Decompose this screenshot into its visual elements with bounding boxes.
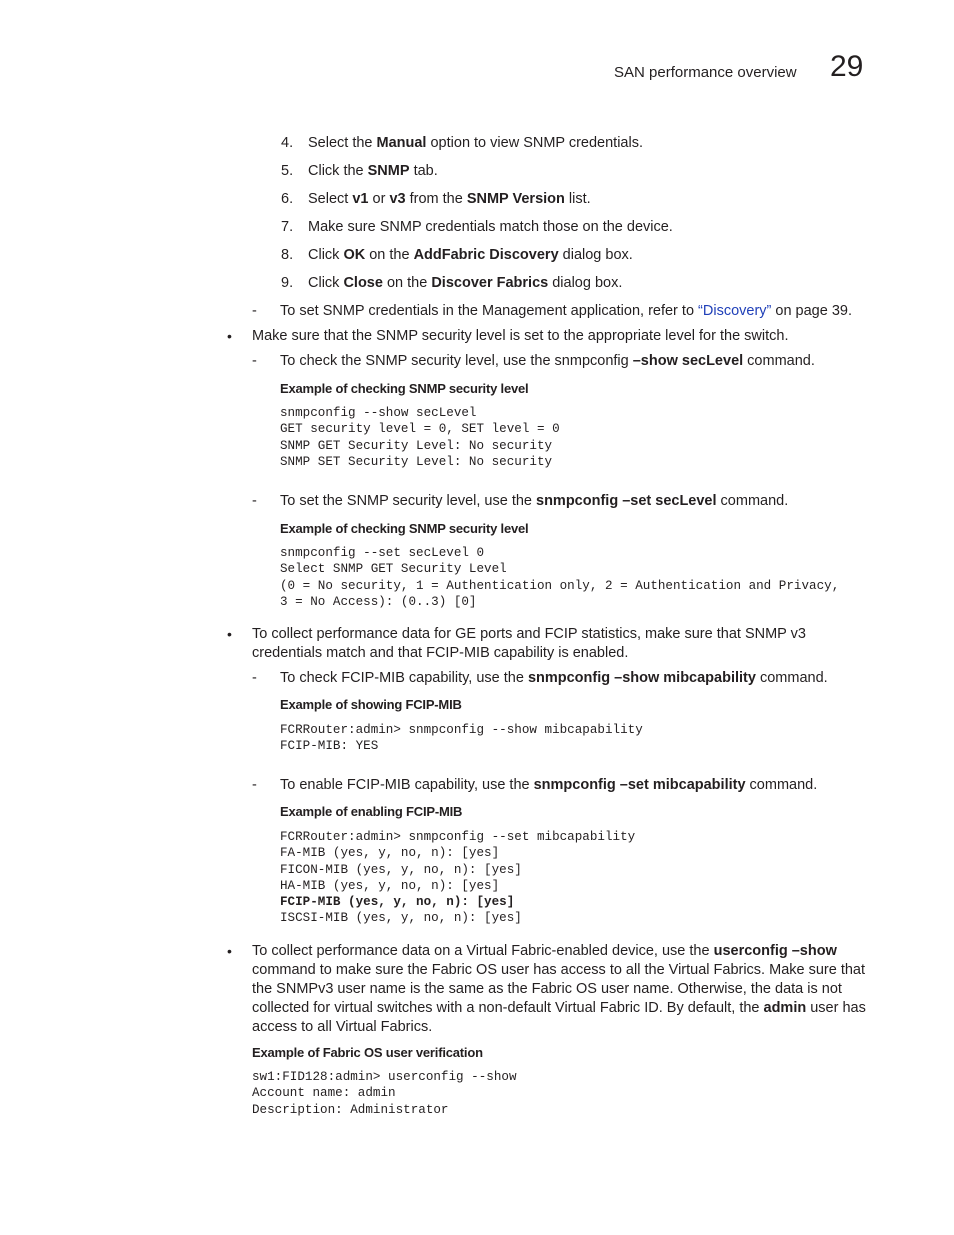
step-number: 6. (281, 191, 294, 207)
step-text: Make sure SNMP credentials match those on the device. (308, 219, 673, 235)
code-example-userconfig: sw1:FID128:admin> userconfig --show Account name: admin Description: Administrator (252, 1070, 517, 1117)
example-title: Example of enabling FCIP-MIB (280, 804, 463, 819)
step-number: 4. (281, 135, 294, 151)
code-example-set-seclevel: snmpconfig --set secLevel 0 Select SNMP GET Security Level (0 = No security, 1 = Authentication only, 2 = Authentication and Privacy, 3 = No Access): (0..3) [0] (280, 546, 840, 609)
step-text: Click the SNMP tab. (308, 163, 438, 179)
mgmt-credentials-text: To set SNMP credentials in the Management application, refer to “Discovery” on page 39. (280, 303, 852, 319)
step-text: Click OK on the AddFabric Discovery dialog box. (308, 247, 633, 263)
code-example-set-mibcapability: FCRRouter:admin> snmpconfig --set mibcapability FA-MIB (yes, y, no, n): [yes] FICON-MIB (yes, y, no, n): [yes] HA-MIB (yes, y, no, n): [yes] FCIP-MIB (yes, y, no, n): [yes] ISCSI-MIB (yes, y, no, n): [yes] (280, 830, 636, 926)
bullet-marker: • (227, 328, 232, 344)
sub-bullet-marker: - (252, 777, 257, 793)
bullet-marker: • (227, 626, 232, 642)
check-fcip-mib-text: To check FCIP-MIB capability, use the snmpconfig –show mibcapability command. (280, 670, 828, 686)
step-number: 8. (281, 247, 294, 263)
example-title: Example of checking SNMP security level (280, 381, 529, 396)
step-text: Select v1 or v3 from the SNMP Version list. (308, 191, 591, 207)
bullet-fcip-text: To collect performance data for GE ports and FCIP statistics, make sure that SNMP v3 credentials match and that FCIP-MIB capability is enabled. (252, 626, 806, 661)
example-title: Example of showing FCIP-MIB (280, 697, 462, 712)
example-title: Example of checking SNMP security level (280, 521, 529, 536)
step-text: Click Close on the Discover Fabrics dialog box. (308, 275, 623, 291)
step-text: Select the Manual option to view SNMP credentials. (308, 135, 643, 151)
check-security-level-text: To check the SNMP security level, use the snmpconfig –show secLevel command. (280, 353, 815, 369)
step-number: 7. (281, 219, 294, 235)
bullet-marker: • (227, 943, 232, 959)
code-highlight-fcip-mib: FCIP-MIB (yes, y, no, n): [yes] (280, 895, 515, 910)
code-example-show-mibcapability: FCRRouter:admin> snmpconfig --show mibcapability FCIP-MIB: YES (280, 723, 643, 754)
step-number: 5. (281, 163, 294, 179)
enable-fcip-mib-text: To enable FCIP-MIB capability, use the snmpconfig –set mibcapability command. (280, 777, 818, 793)
running-header-title: SAN performance overview (614, 64, 797, 81)
step-number: 9. (281, 275, 294, 291)
sub-bullet-marker: - (252, 353, 257, 369)
sub-bullet-marker: - (252, 303, 257, 319)
discovery-link[interactable]: “Discovery” (698, 303, 772, 319)
sub-bullet-marker: - (252, 493, 257, 509)
chapter-number: 29 (830, 50, 864, 83)
bullet-virtual-fabric-text: To collect performance data on a Virtual Fabric-enabled device, use the userconfig –show command to make sure the Fabric OS user has access to all the Virtual Fabrics. Make sure that the SNMPv3 user name is the same as the Fabric OS user name. Otherwise, the data is not collected for virtual switches with a non-default Virtual Fabric ID. By default, the admin user has access to all Virtual Fabrics. (252, 943, 866, 1035)
bullet-security-level-text: Make sure that the SNMP security level is set to the appropriate level for the switch. (252, 328, 789, 344)
example-title: Example of Fabric OS user verification (252, 1045, 483, 1060)
sub-bullet-marker: - (252, 670, 257, 686)
code-example-show-seclevel: snmpconfig --show secLevel GET security level = 0, SET level = 0 SNMP GET Security Level: No security SNMP SET Security Level: No security (280, 406, 560, 469)
set-security-level-text: To set the SNMP security level, use the snmpconfig –set secLevel command. (280, 493, 789, 509)
